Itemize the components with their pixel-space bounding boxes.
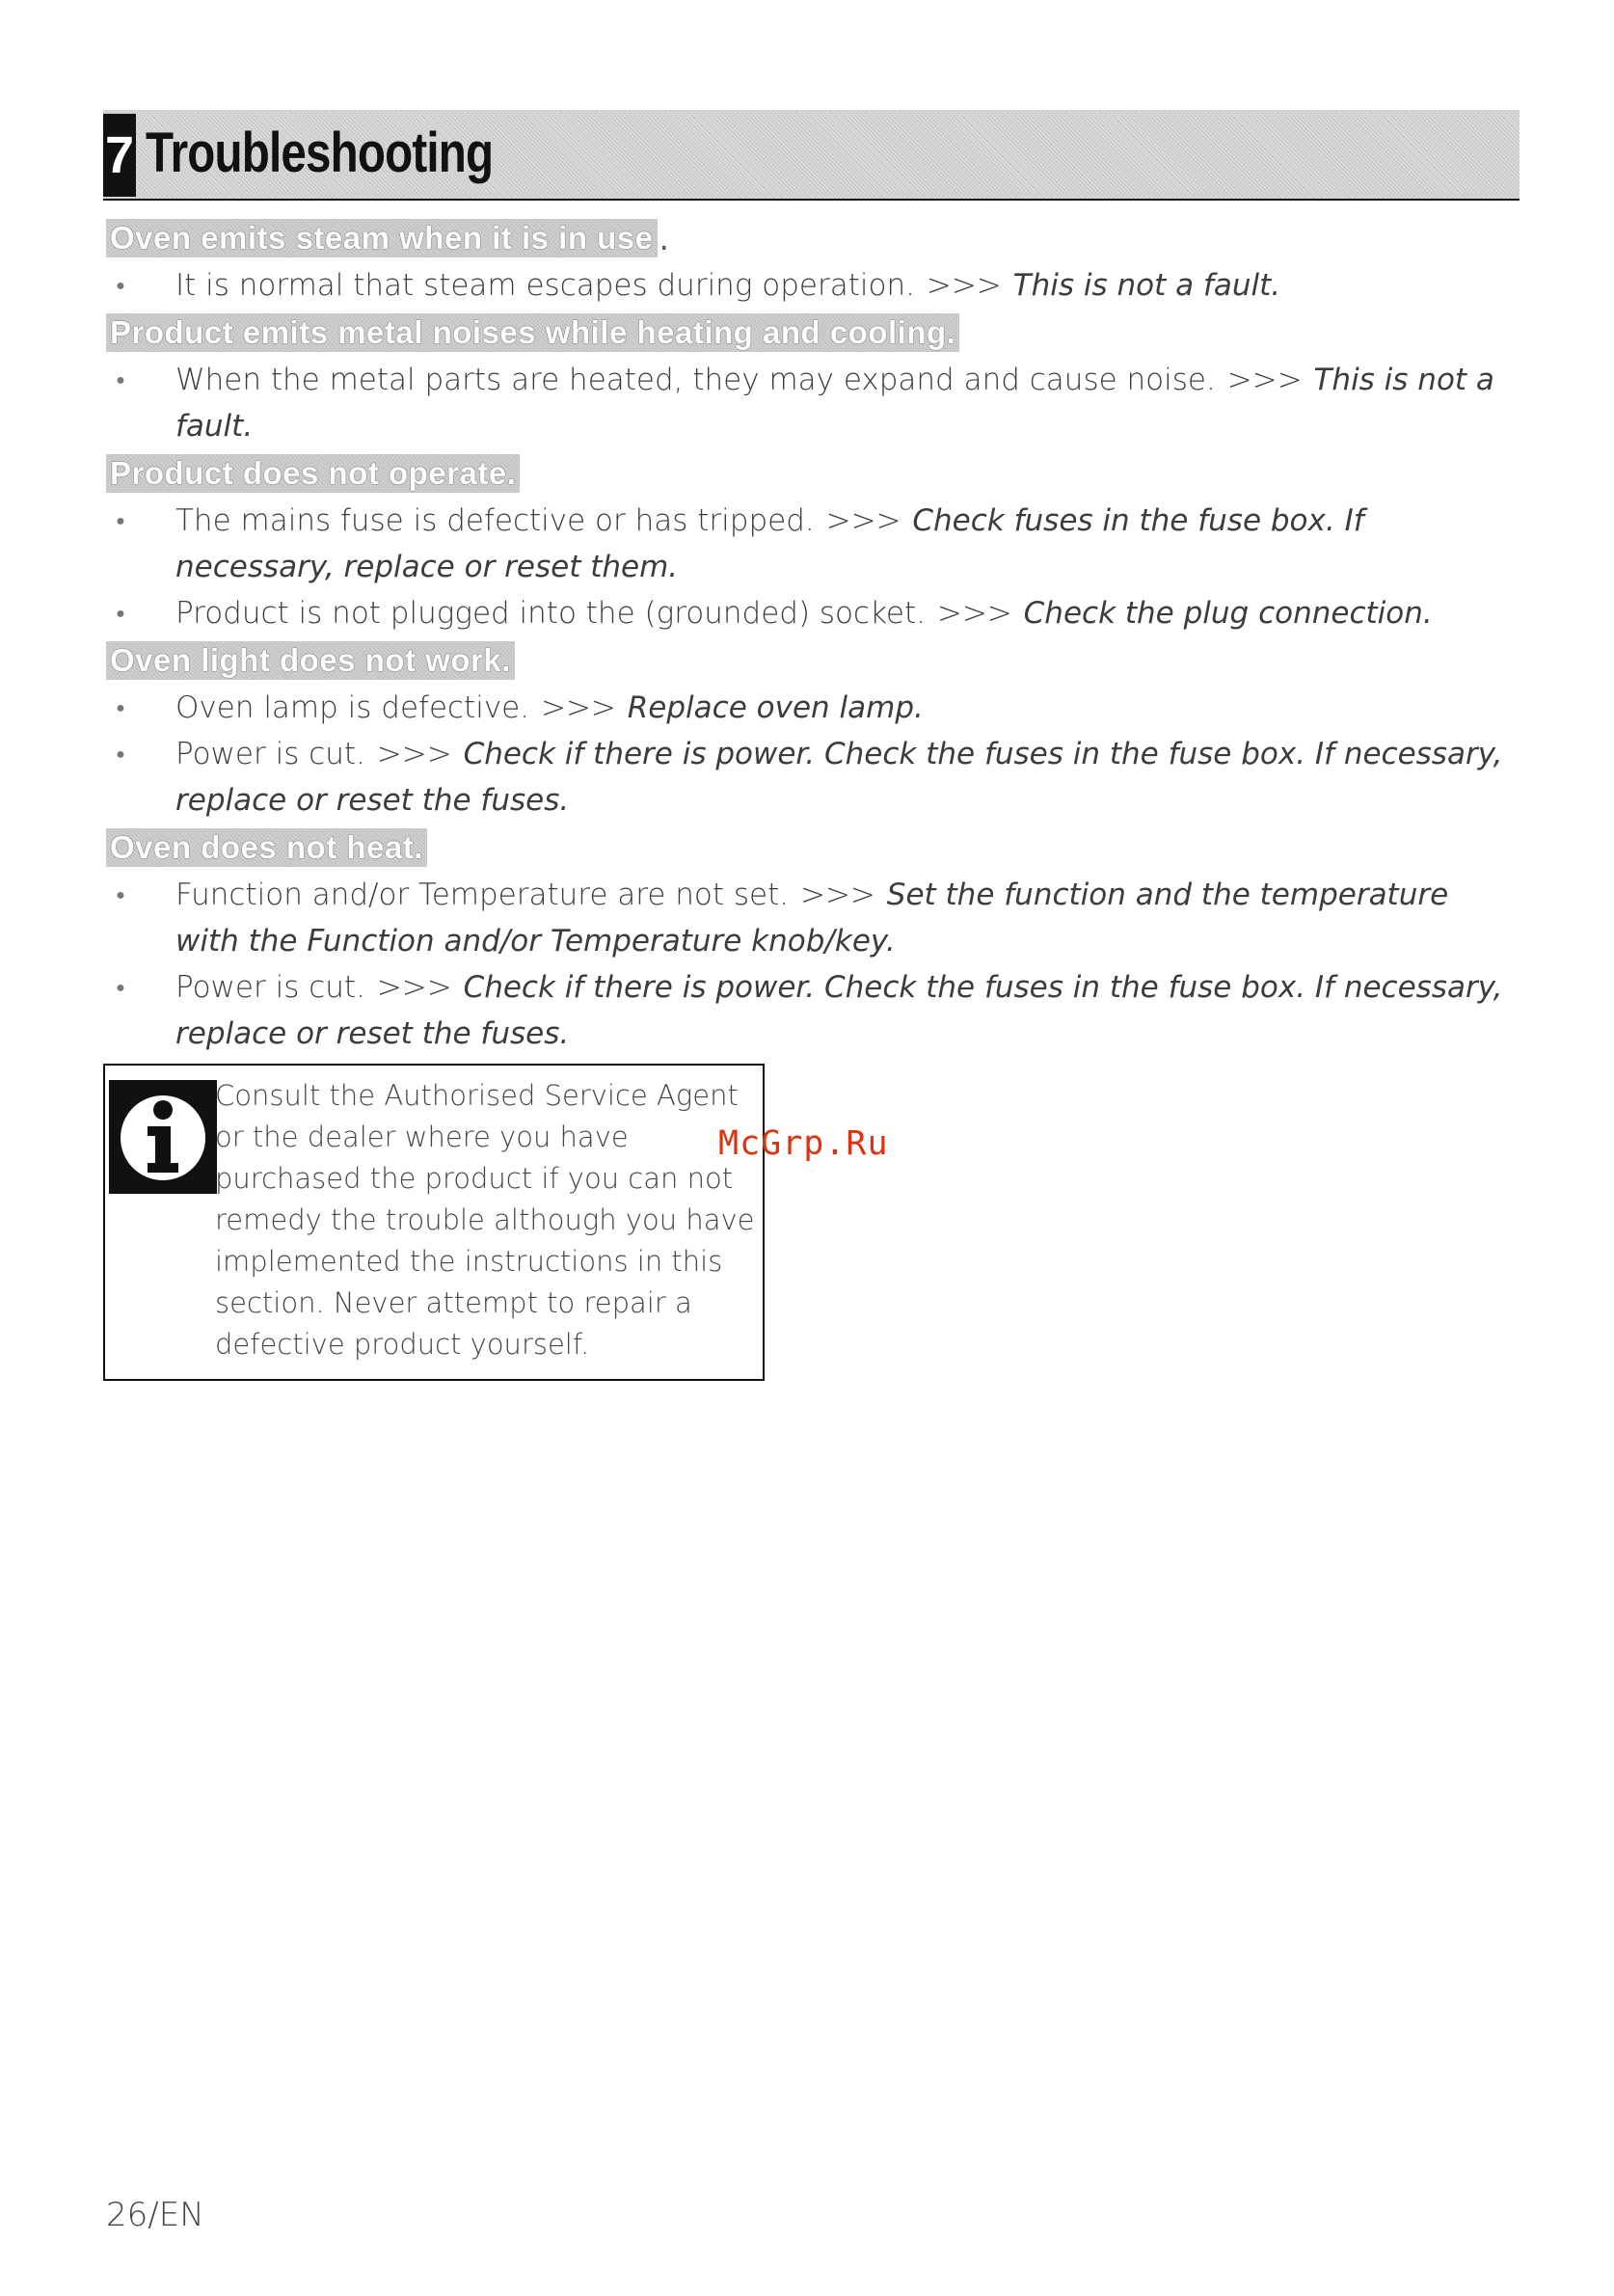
troubleshooting-list	[106, 214, 1504, 1057]
section-number: 7	[103, 114, 136, 197]
remedy-text: This is not a fault.	[1012, 268, 1281, 303]
cause-text: Function and/or Temperature are not set.	[175, 878, 790, 912]
issue-heading-row	[106, 449, 1504, 498]
bullet-icon: ●	[116, 744, 125, 763]
list-item	[106, 498, 1504, 590]
section-header	[103, 110, 1520, 201]
list-item	[106, 357, 1504, 449]
bullet-icon: ●	[116, 511, 125, 529]
issue-items	[106, 872, 1504, 1057]
cause-text: Oven lamp is defective.	[175, 690, 530, 725]
remedy-text: This is not a fault.	[175, 363, 1494, 444]
list-item	[106, 590, 1504, 636]
remedy-text: Check if there is power. Check the fuses in the fuse box. If necessary, replace or reset the fuses.	[175, 970, 1503, 1051]
list-item	[106, 964, 1504, 1057]
issue-heading: Oven emits steam when it is in use	[106, 219, 658, 257]
watermark: McGrp.Ru	[718, 1124, 889, 1163]
separator-text: >>>	[926, 268, 1002, 303]
remedy-text: Replace oven lamp.	[627, 690, 924, 725]
cause-text: When the metal parts are heated, they may expand and cause noise.	[175, 363, 1216, 397]
issue-items	[106, 357, 1504, 449]
issue-heading-row	[106, 636, 1504, 685]
separator-text: >>>	[936, 596, 1012, 631]
separator-text: >>>	[540, 690, 616, 725]
bullet-icon: ●	[116, 276, 125, 294]
issue-heading: Product emits metal noises while heating and cooling.	[106, 313, 959, 352]
cause-text: Power is cut.	[175, 737, 365, 771]
cause-text: Power is cut.	[175, 970, 365, 1005]
cause-text: It is normal that steam escapes during operation.	[175, 268, 915, 303]
section-title: Troubleshooting	[146, 122, 494, 184]
separator-text: >>>	[376, 737, 452, 771]
bullet-icon: ●	[116, 370, 125, 389]
bullet-icon: ●	[116, 885, 125, 904]
separator-text: >>>	[376, 970, 452, 1005]
issue-heading: Oven light does not work.	[106, 641, 515, 680]
separator-text: >>>	[1226, 363, 1303, 397]
separator-text: >>>	[799, 878, 875, 912]
issue-heading: Oven does not heat.	[106, 828, 427, 867]
list-item	[106, 731, 1504, 824]
remedy-text: Check fuses in the fuse box. If necessary, replace or reset them.	[175, 503, 1364, 584]
list-item	[106, 262, 1504, 309]
bullet-icon: ●	[116, 978, 125, 996]
list-item	[106, 685, 1504, 731]
info-note-text: Consult the Authorised Service Agent or the dealer where you have purchased the product if you can not remedy the trouble although you have implemented the instructions in this section. Never attempt to repair a defective product yourself.	[215, 1079, 755, 1361]
remedy-text: Check if there is power. Check the fuses in the fuse box. If necessary, replace or reset the fuses.	[175, 737, 1503, 818]
issue-heading-row	[106, 214, 1504, 262]
cause-text: Product is not plugged into the (grounded) socket.	[175, 596, 926, 631]
issue-heading: Product does not operate.	[106, 454, 520, 493]
issue-items	[106, 262, 1504, 309]
bullet-icon: ●	[116, 698, 125, 716]
issue-items	[106, 498, 1504, 636]
remedy-text: Set the function and the temperature with the Function and/or Temperature knob/key.	[175, 878, 1449, 959]
info-icon	[109, 1080, 217, 1194]
separator-text: >>>	[825, 503, 901, 538]
remedy-text: Check the plug connection.	[1023, 596, 1433, 631]
issue-heading-row	[106, 824, 1504, 872]
info-note	[103, 1064, 765, 1381]
issue-heading-row	[106, 309, 1504, 357]
cause-text: The mains fuse is defective or has tripped.	[175, 503, 815, 538]
bullet-icon: ●	[116, 604, 125, 622]
list-item	[106, 872, 1504, 964]
page-number: 26/EN	[106, 2196, 204, 2234]
issue-items	[106, 685, 1504, 824]
issue-heading-tail: .	[659, 219, 670, 257]
